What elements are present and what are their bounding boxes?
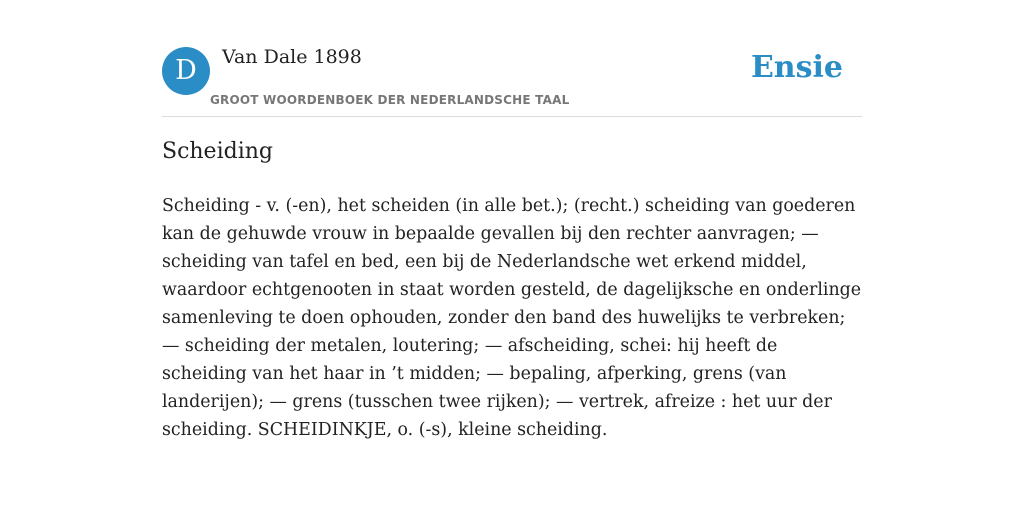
entry-definition: Scheiding - v. (-en), het scheiden (in alle bet.); (recht.) scheiding van goederen kan de gehuwde vrouw in bepaalde gevallen bij den rechter aanvragen; — scheiding van tafel en bed, een bij de Nederlandsche wet erkend middel, waardoor echtgenooten in staat worden gesteld, de dagelijksche en onderlinge samenleving te doen ophouden, zonder den band des huwelijks te verbreken; — scheiding der metalen, loutering; — afscheiding, schei: hij heeft de scheiding van het haar in ’t midden; — bepaling, afperking, grens (van landerijen); — grens (tusschen twee rijken); — vertrek, afreize : het uur der scheiding. SCHEIDINKJE, o. (-s), kleine scheiding. (162, 196, 862, 440)
source-title[interactable]: Van Dale 1898 (222, 46, 362, 68)
entry-title: Scheiding (162, 139, 273, 164)
source-logo-icon: D (162, 47, 210, 95)
brand-logo-link[interactable]: Ensie (750, 50, 843, 85)
header (162, 44, 862, 117)
source-subtitle: GROOT WOORDENBOEK DER NEDERLANDSCHE TAAL (210, 93, 570, 107)
